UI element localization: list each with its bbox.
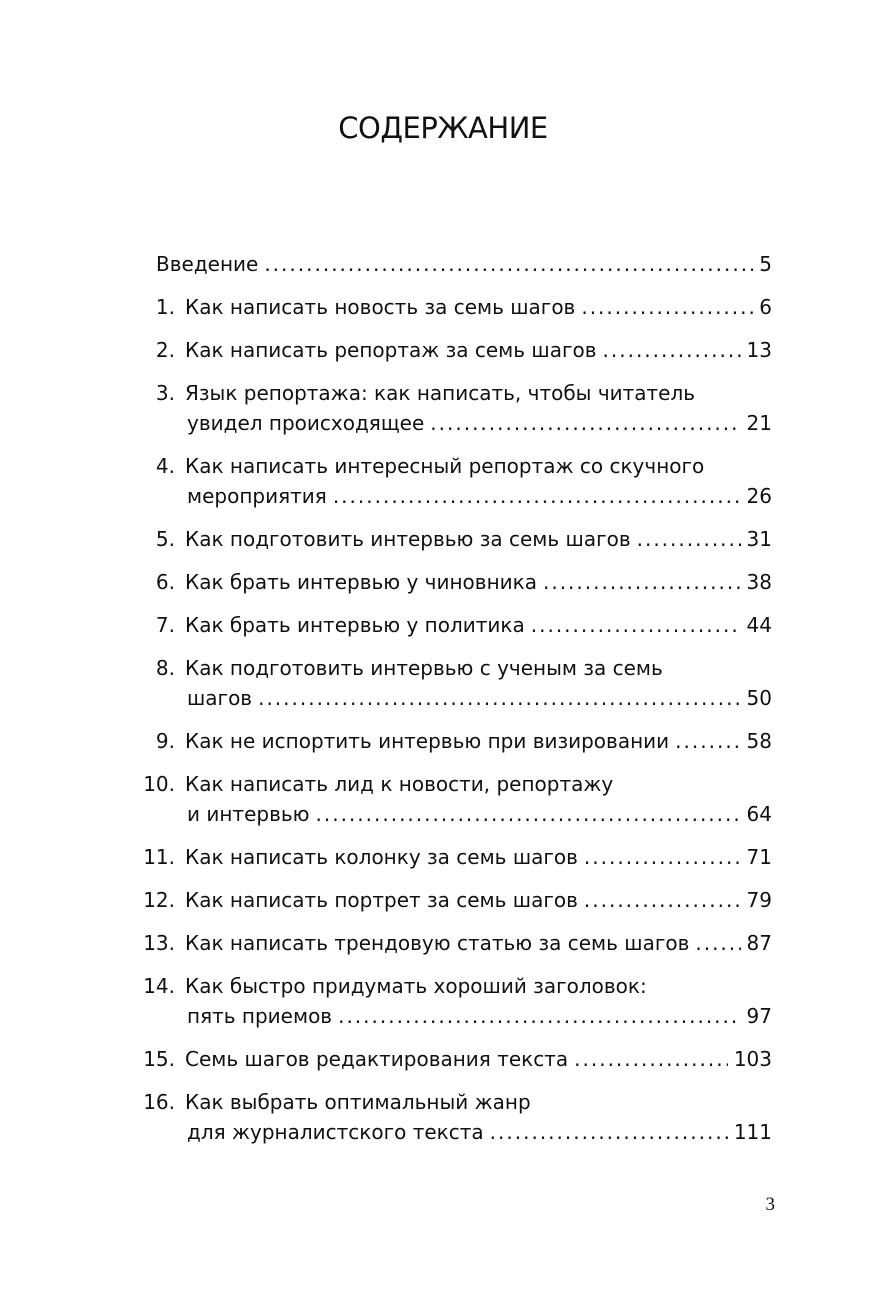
toc-leader-dots [574,1044,728,1074]
toc-entry[interactable] [130,451,772,511]
toc-entry-page: 21 [746,411,772,435]
page-number: 3 [765,1194,775,1215]
toc-leader-dots [581,292,753,322]
toc-leader-dots [490,1117,728,1147]
toc-entry[interactable] [130,842,772,872]
toc-entry-number: 9. [155,729,175,753]
toc-entry-number: 7. [155,613,175,637]
toc-entry[interactable] [130,928,772,958]
toc-entry-title: Как выбрать оптимальный жанр [185,1090,531,1114]
toc-entry-number: 2. [155,338,175,362]
toc-entry[interactable] [130,567,772,597]
page-title: СОДЕРЖАНИЕ [338,111,548,145]
toc-entry-body [175,1044,772,1074]
toc-entry-page: 31 [746,527,772,551]
toc-leader-dots [316,799,741,829]
toc-leader-dots [333,481,741,511]
toc-entry-number: 5. [155,527,175,551]
toc-entry-title: Как быстро придумать хороший заголовок: [185,974,647,998]
toc-leader-dots [258,683,740,713]
toc-leader-dots [695,928,740,958]
toc-entry[interactable] [130,1044,772,1074]
toc-leader-dots [675,726,740,756]
toc-entry-title: Как написать новость за семь шагов [185,295,576,319]
toc-entry-title: Как написать трендовую статью за семь шагов [185,931,690,955]
toc-entry[interactable] [130,335,772,365]
toc-entry-number: 13. [143,931,175,955]
toc-entry-line [185,928,772,958]
toc-entry-number: 10. [143,772,175,796]
toc-entry-number: 1. [155,295,175,319]
toc-entry-title-continued: пять приемов [187,1004,333,1028]
toc-entry-body [175,726,772,756]
toc-entry-number: 8. [155,656,175,680]
toc-entry-page: 5 [759,252,772,276]
toc-entry[interactable] [130,292,772,322]
toc-entry-title: Как написать репортаж за семь шагов [185,338,597,362]
toc-entry-number: 16. [143,1090,175,1114]
toc-entry-line [185,842,772,872]
toc-entry[interactable] [130,524,772,554]
toc-entry-page: 58 [746,729,772,753]
toc-entry-page: 64 [746,802,772,826]
toc-leader-dots [584,885,741,915]
toc-entry[interactable] [130,653,772,713]
toc-entry-page: 26 [746,484,772,508]
toc-entry-title: Как подготовить интервью с ученым за семь [185,656,663,680]
toc-entry-line [185,567,772,597]
toc-entry-line [185,610,772,640]
toc-entry[interactable] [130,769,772,829]
toc-entry[interactable] [130,971,772,1031]
toc-entry-line [185,1001,772,1031]
toc-entry-body [175,378,772,438]
toc-entry-line [185,524,772,554]
toc-entry-title: Как брать интервью у чиновника [185,570,537,594]
toc-entry[interactable] [130,378,772,438]
toc-entry-page: 6 [759,295,772,319]
toc-entry-title-continued: для журналистского текста [187,1120,484,1144]
toc-entry-number: 12. [143,888,175,912]
toc-entry-title-continued: увидел происходящее [187,411,425,435]
toc-entry-line [185,481,772,511]
toc-entry-page: 87 [746,931,772,955]
toc-entry-title: Как подготовить интервью за семь шагов [185,527,631,551]
toc-leader-dots [637,524,741,554]
toc-entry-body [175,567,772,597]
toc-entry[interactable] [130,610,772,640]
toc-entry-title-continued: и интервью [187,802,310,826]
toc-entry-title: Введение [156,252,259,276]
toc-entry-number: 15. [143,1047,175,1071]
toc-entry-title: Как написать колонку за семь шагов [185,845,578,869]
toc-entry-line [185,683,772,713]
toc-entry-line [185,726,772,756]
toc-entry-page: 71 [746,845,772,869]
toc-entry-number: 14. [143,974,175,998]
toc-entry-line [185,885,772,915]
toc-entry-body [175,928,772,958]
toc-entry-page: 79 [746,888,772,912]
toc-leader-dots [543,567,741,597]
toc-entry-body [175,524,772,554]
toc-entry-title: Язык репортажа: как написать, чтобы читатель [185,381,696,405]
toc-list [130,292,772,1147]
toc-entry[interactable] [130,726,772,756]
toc-entry-page: 103 [733,1047,772,1071]
toc-entry-line [185,335,772,365]
toc-entry-number: 11. [143,845,175,869]
toc-entry-number: 3. [155,381,175,405]
toc-leader-dots [584,842,741,872]
toc-entry-line [185,799,772,829]
toc-entry-body [175,610,772,640]
toc-entry-number: 4. [155,454,175,478]
toc-entry-title: Как написать лид к новости, репортажу [185,772,614,796]
toc-entry-page: 111 [733,1120,772,1144]
toc-leader-dots [338,1001,740,1031]
toc-leader-dots [430,408,740,438]
toc-entry-page: 44 [746,613,772,637]
toc-intro-entry[interactable] [130,249,772,279]
toc-entry[interactable] [130,885,772,915]
toc-entry[interactable] [130,1087,772,1147]
toc-entry-title-continued: мероприятия [187,484,327,508]
toc-entry-body [175,885,772,915]
toc-entry-body [175,1087,772,1147]
toc-entry-line [185,1117,772,1147]
toc-entry-line [185,408,772,438]
toc-entry-title-continued: шагов [187,686,253,710]
toc-entry-title: Как написать портрет за семь шагов [185,888,578,912]
toc-entry-body [175,653,772,713]
toc-entry-body [175,769,772,829]
table-of-contents [130,249,772,1160]
toc-entry-body [175,842,772,872]
toc-entry-body [175,971,772,1031]
toc-entry-body [175,335,772,365]
toc-entry-line [185,292,772,322]
toc-leader-dots [264,249,753,279]
toc-entry-title: Как написать интересный репортаж со скучного [185,454,705,478]
toc-entry-body [175,292,772,322]
toc-entry-line [185,1044,772,1074]
toc-entry-page: 97 [746,1004,772,1028]
toc-entry-page: 50 [746,686,772,710]
toc-entry-title: Как не испортить интервью при визировании [185,729,670,753]
toc-entry-title: Семь шагов редактирования текста [185,1047,569,1071]
toc-leader-dots [531,610,741,640]
toc-leader-dots [603,335,741,365]
toc-entry-page: 38 [746,570,772,594]
toc-entry-body [175,451,772,511]
toc-entry-number: 6. [155,570,175,594]
toc-entry-title: Как брать интервью у политика [185,613,525,637]
toc-entry-page: 13 [746,338,772,362]
